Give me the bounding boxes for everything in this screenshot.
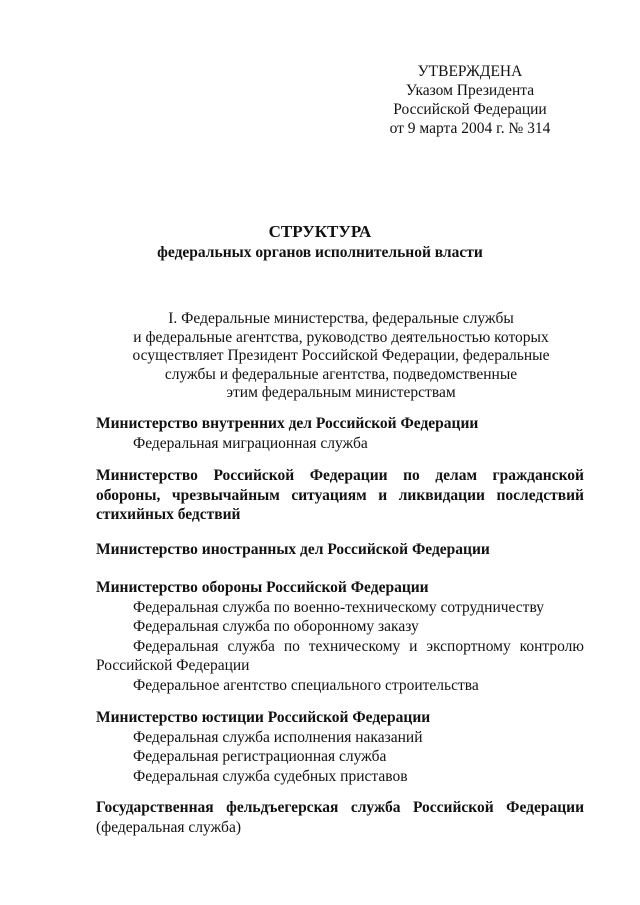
- ministry-heading: стихийных бедствий: [96, 506, 241, 523]
- document-title: СТРУКТУРА: [268, 222, 372, 241]
- agency-item: Федеральная служба судебных приставов: [133, 767, 408, 785]
- section-line: этим федеральным министерствам: [226, 384, 456, 402]
- service-note: (федеральная служба): [96, 818, 241, 836]
- section-line: и федеральные агентства, руководство деятельностью которых: [133, 328, 549, 346]
- approval-stamp: [370, 62, 570, 138]
- section-line: службы и федеральные агентства, подведомственные: [164, 365, 518, 383]
- agency-item: Федеральная регистрационная служба: [133, 748, 387, 765]
- ministry-internal-affairs: [96, 414, 584, 453]
- ministry-emergencies: [96, 466, 584, 525]
- ministry-heading: обороны, чрезвычайным ситуациям и ликвидации последствий: [96, 486, 584, 504]
- ministry-justice: [96, 708, 584, 786]
- agency-item: Федеральная служба исполнения наказаний: [133, 728, 423, 746]
- ministry-heading: Министерство иностранных дел Российской Федерации: [96, 541, 490, 558]
- document-subtitle: федеральных органов исполнительной власти: [157, 244, 483, 261]
- section-heading: [96, 310, 586, 403]
- ministry-heading: Министерство юстиции Российской Федерации: [96, 709, 431, 726]
- ministry-heading: Министерство внутренних дел Российской Федерации: [96, 415, 479, 432]
- agency-item-continuation: Российской Федерации: [96, 657, 250, 674]
- approval-status: УТВЕРЖДЕНА: [417, 63, 523, 80]
- agency-item: Федеральная служба по техническому и экспортному контролю: [133, 637, 584, 655]
- agency-item: Федеральная служба по военно-техническому сотрудничеству: [133, 598, 544, 616]
- ministry-foreign-affairs: [96, 540, 584, 560]
- ministry-heading: Министерство обороны Российской Федерации: [96, 579, 429, 596]
- ministry-heading: Министерство Российской Федерации по делам гражданской: [96, 467, 584, 484]
- agency-item: Федеральное агентство специального строительства: [133, 676, 479, 694]
- service-heading: Государственная фельдъегерская служба Российской Федерации: [96, 799, 584, 816]
- agency-item: Федеральная миграционная служба: [133, 434, 368, 452]
- approval-country: Российской Федерации: [393, 101, 547, 118]
- ministry-defence: [96, 578, 584, 695]
- approval-date: от 9 марта 2004 г. № 314: [389, 120, 551, 137]
- approval-decree: Указом Президента: [405, 82, 535, 99]
- courier-service: [96, 798, 584, 837]
- section-line: осуществляет Президент Российской Федерации, федеральные: [132, 347, 550, 365]
- section-line: I. Федеральные министерства, федеральные службы: [168, 310, 514, 327]
- agency-item: Федеральная служба по оборонному заказу: [133, 618, 419, 635]
